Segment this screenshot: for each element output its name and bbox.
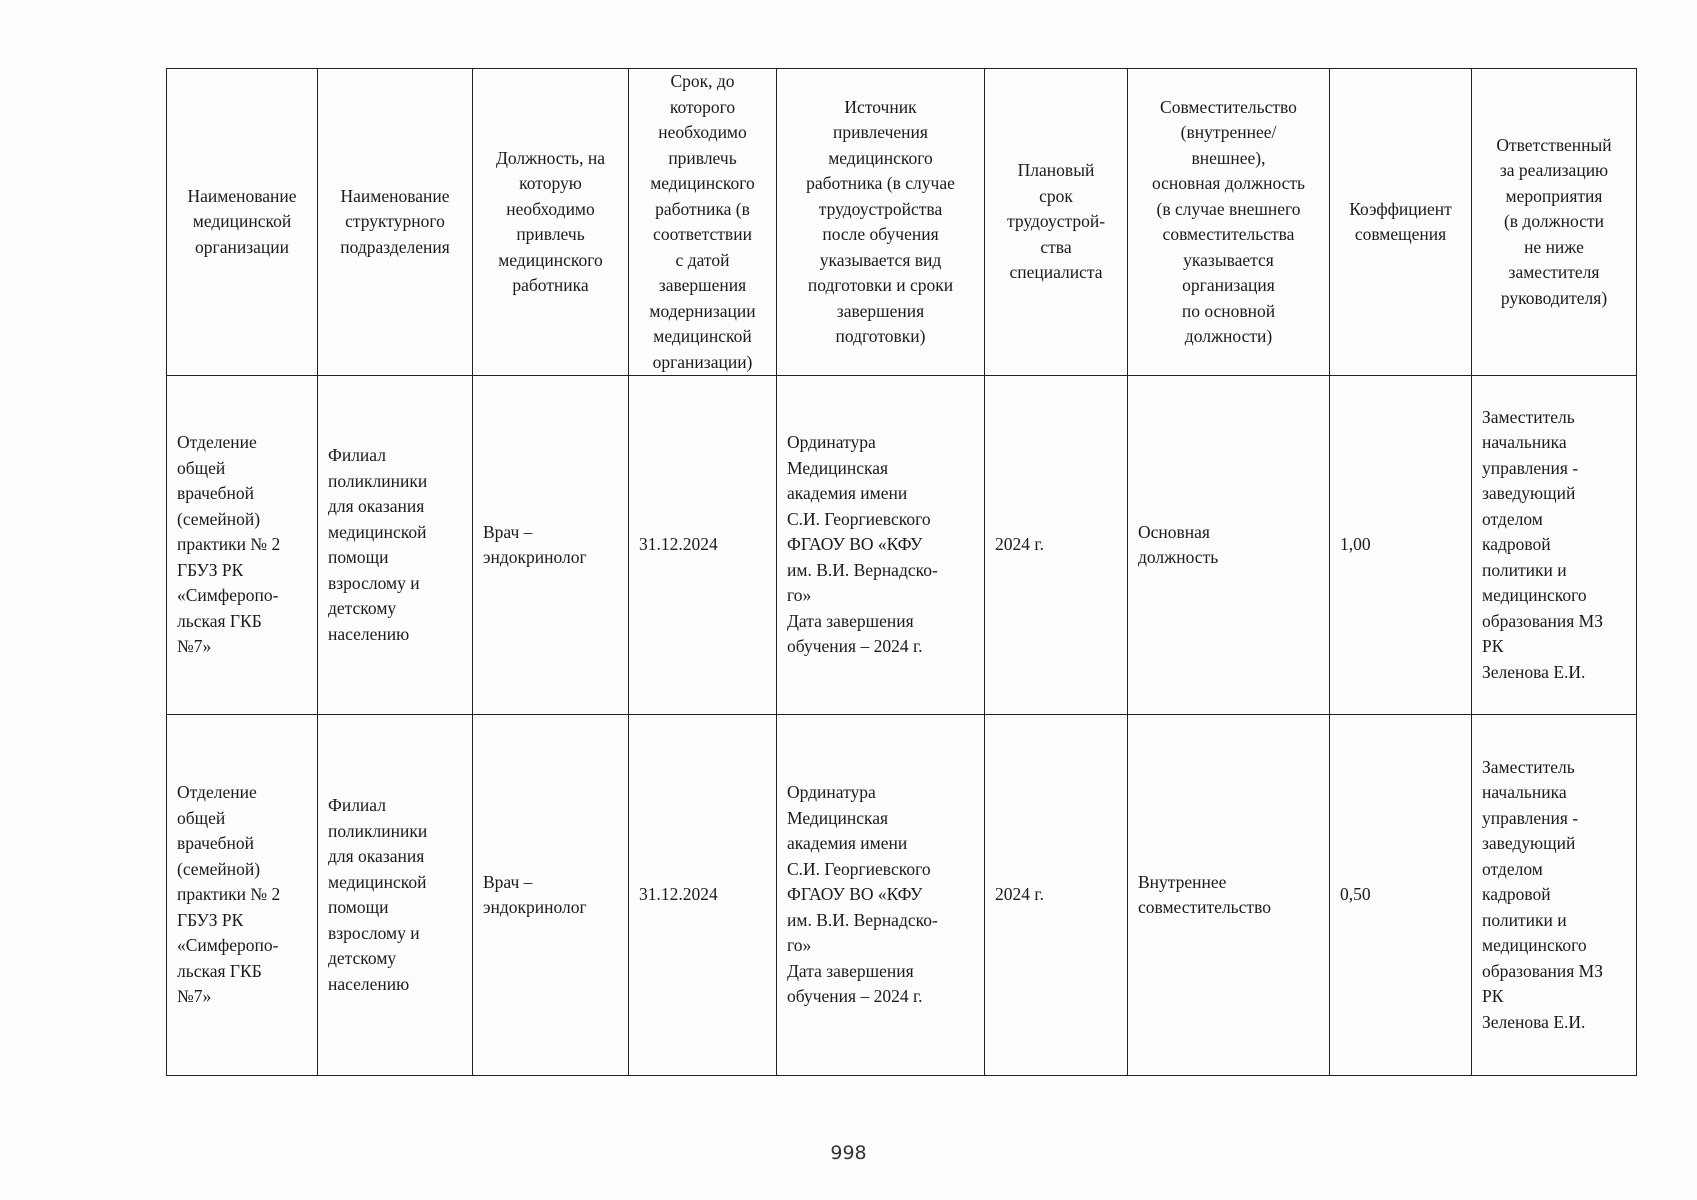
header-responsible: Ответственный за реализацию мероприятия (в должности не ниже заместителя руководителя) — [1472, 69, 1637, 376]
cell-combination: Внутреннее совместительство — [1128, 715, 1330, 1076]
cell-responsible: Заместитель начальника управления - заведующий отделом кадровой политики и медицинского образования МЗ РК Зеленова Е.И. — [1472, 715, 1637, 1076]
page-number: 998 — [830, 1142, 867, 1164]
header-planned-date: Плановый срок трудоустрой- ства специалиста — [985, 69, 1128, 376]
cell-combination: Основная должность — [1128, 376, 1330, 715]
table-header-row — [167, 69, 1637, 376]
cell-source: Ординатура Медицинская академия имени С.И. Георгиевского ФГАОУ ВО «КФУ им. В.И. Вернадско- го» Дата завершения обучения – 2024 г. — [777, 376, 985, 715]
cell-coefficient: 0,50 — [1330, 715, 1472, 1076]
table-row — [167, 715, 1637, 1076]
cell-deadline: 31.12.2024 — [629, 715, 777, 1076]
header-deadline: Срок, до которого необходимо привлечь медицинского работника (в соответствии с датой завершения модернизации медицинской организации) — [629, 69, 777, 376]
cell-responsible: Заместитель начальника управления - заведующий отделом кадровой политики и медицинского образования МЗ РК Зеленова Е.И. — [1472, 376, 1637, 715]
header-organization: Наименование медицинской организации — [167, 69, 318, 376]
header-structural-unit: Наименование структурного подразделения — [318, 69, 473, 376]
cell-deadline: 31.12.2024 — [629, 376, 777, 715]
cell-position: Врач – эндокринолог — [473, 376, 629, 715]
cell-source: Ординатура Медицинская академия имени С.И. Георгиевского ФГАОУ ВО «КФУ им. В.И. Вернадско- го» Дата завершения обучения – 2024 г. — [777, 715, 985, 1076]
cell-structural-unit: Филиал поликлиники для оказания медицинской помощи взрослому и детскому населению — [318, 376, 473, 715]
cell-coefficient: 1,00 — [1330, 376, 1472, 715]
cell-structural-unit: Филиал поликлиники для оказания медицинской помощи взрослому и детскому населению — [318, 715, 473, 1076]
header-coefficient: Коэффициент совмещения — [1330, 69, 1472, 376]
header-position: Должность, на которую необходимо привлечь медицинского работника — [473, 69, 629, 376]
cell-organization: Отделение общей врачебной (семейной) практики № 2 ГБУЗ РК «Симферопо- льская ГКБ №7» — [167, 715, 318, 1076]
cell-position: Врач – эндокринолог — [473, 715, 629, 1076]
cell-organization: Отделение общей врачебной (семейной) практики № 2 ГБУЗ РК «Симферопо- льская ГКБ №7» — [167, 376, 318, 715]
header-combination: Совместительство (внутреннее/ внешнее), основная должность (в случае внешнего совместительства указывается организация по основной должности) — [1128, 69, 1330, 376]
cell-planned-date: 2024 г. — [985, 715, 1128, 1076]
table-row — [167, 376, 1637, 715]
cell-planned-date: 2024 г. — [985, 376, 1128, 715]
header-source: Источник привлечения медицинского работника (в случае трудоустройства после обучения указывается вид подготовки и сроки завершения подготовки) — [777, 69, 985, 376]
staffing-table — [166, 68, 1637, 1076]
